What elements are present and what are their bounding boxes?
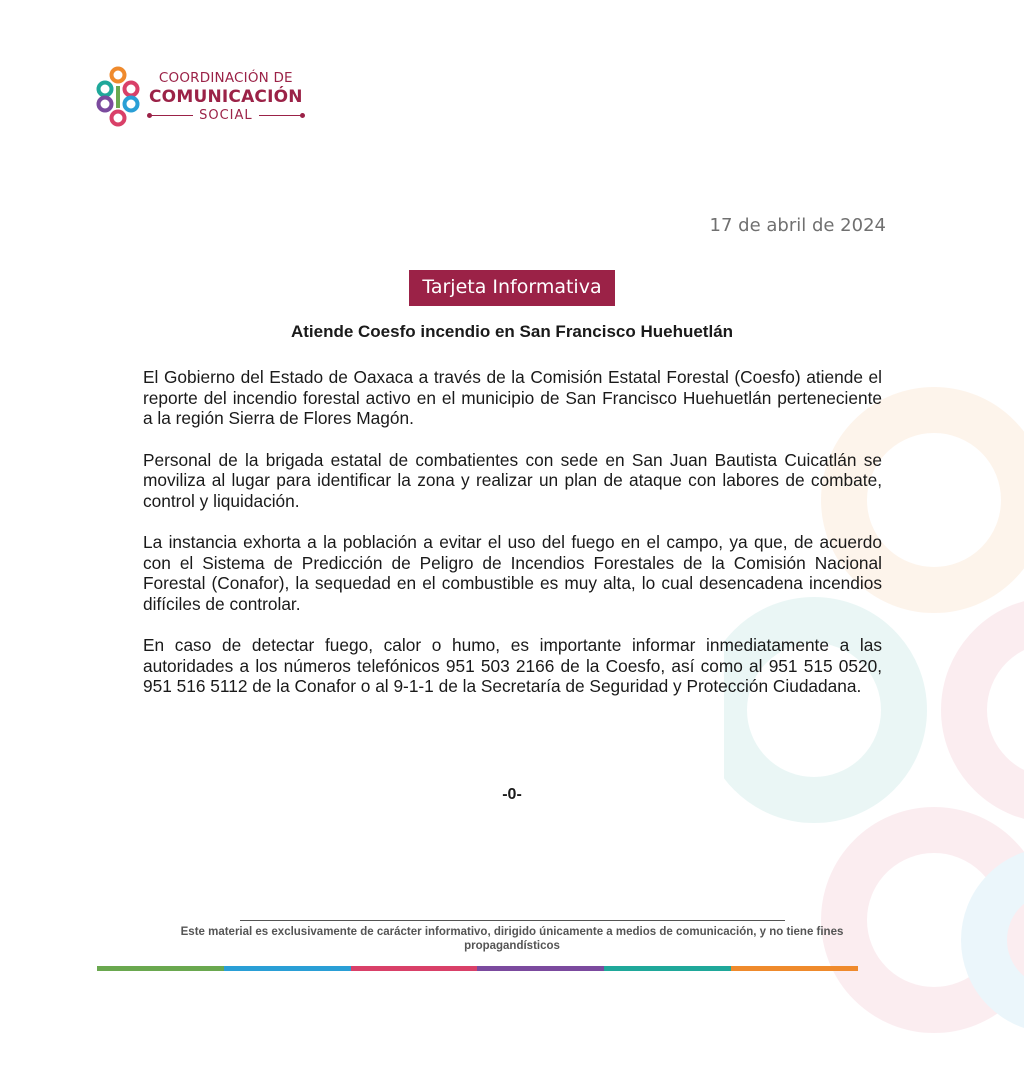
- logo-rule-left: [149, 115, 193, 116]
- logo-emblem-icon: [95, 66, 141, 128]
- document-date: 17 de abril de 2024: [709, 215, 886, 236]
- footer-color-bar: [97, 966, 858, 971]
- agency-logo: [95, 66, 303, 128]
- color-bar-segment: [477, 966, 604, 971]
- logo-line-3: SOCIAL: [199, 108, 253, 124]
- disclaimer-text: Este material es exclusivamente de carácter informativo, dirigido únicamente a medios de comunicación, y no tiene fines propagandísticos: [180, 926, 844, 952]
- logo-line-3-wrapper: [149, 109, 303, 122]
- color-bar-segment: [731, 966, 858, 971]
- paragraph-4: En caso de detectar fuego, calor o humo, es importante informar inmediatamente a las autoridades a los números telefónicos 951 503 2166 de la Coesfo, así como al 951 515 0520, 951 516 5112 de la Conafor o al 9-1-1 de la Secretaría de Seguridad y Protección Ciudadana.: [143, 635, 882, 696]
- body-text: [143, 367, 882, 718]
- color-bar-segment: [224, 966, 351, 971]
- logo-line-1: COORDINACIÓN DE: [158, 69, 293, 86]
- disclaimer-divider: [240, 920, 785, 921]
- paragraph-3: La instancia exhorta a la población a evitar el uso del fuego en el campo, ya que, de acuerdo con el Sistema de Predicción de Peligro de Incendios Forestales de la Comisión Nacional Forestal (Conafor), la sequedad en el combustible es muy alta, lo cual desencadena incendios difíciles de controlar.: [143, 532, 882, 614]
- logo-rule-right: [259, 115, 303, 116]
- closing-mark: -0-: [502, 786, 522, 803]
- headline: Atiende Coesfo incendio en San Francisco Huehuetlán: [290, 322, 734, 341]
- document-type-badge: Tarjeta Informativa: [409, 270, 614, 306]
- color-bar-segment: [351, 966, 478, 971]
- paragraph-2: Personal de la brigada estatal de combatientes con sede en San Juan Bautista Cuicatlán se moviliza al lugar para identificar la zona y realizar un plan de ataque con labores de combate, control y liquidación.: [143, 449, 882, 511]
- paragraph-1: El Gobierno del Estado de Oaxaca a través de la Comisión Estatal Forestal (Coesfo) atiende el reporte del incendio forestal activo en el municipio de San Francisco Huehuetlán perteneciente a la región Sierra de Flores Magón.: [143, 367, 882, 428]
- logo-line-2: COMUNICACIÓN: [149, 87, 303, 108]
- badge-wrapper: [0, 270, 1024, 306]
- color-bar-segment: [97, 966, 224, 971]
- color-bar-segment: [604, 966, 731, 971]
